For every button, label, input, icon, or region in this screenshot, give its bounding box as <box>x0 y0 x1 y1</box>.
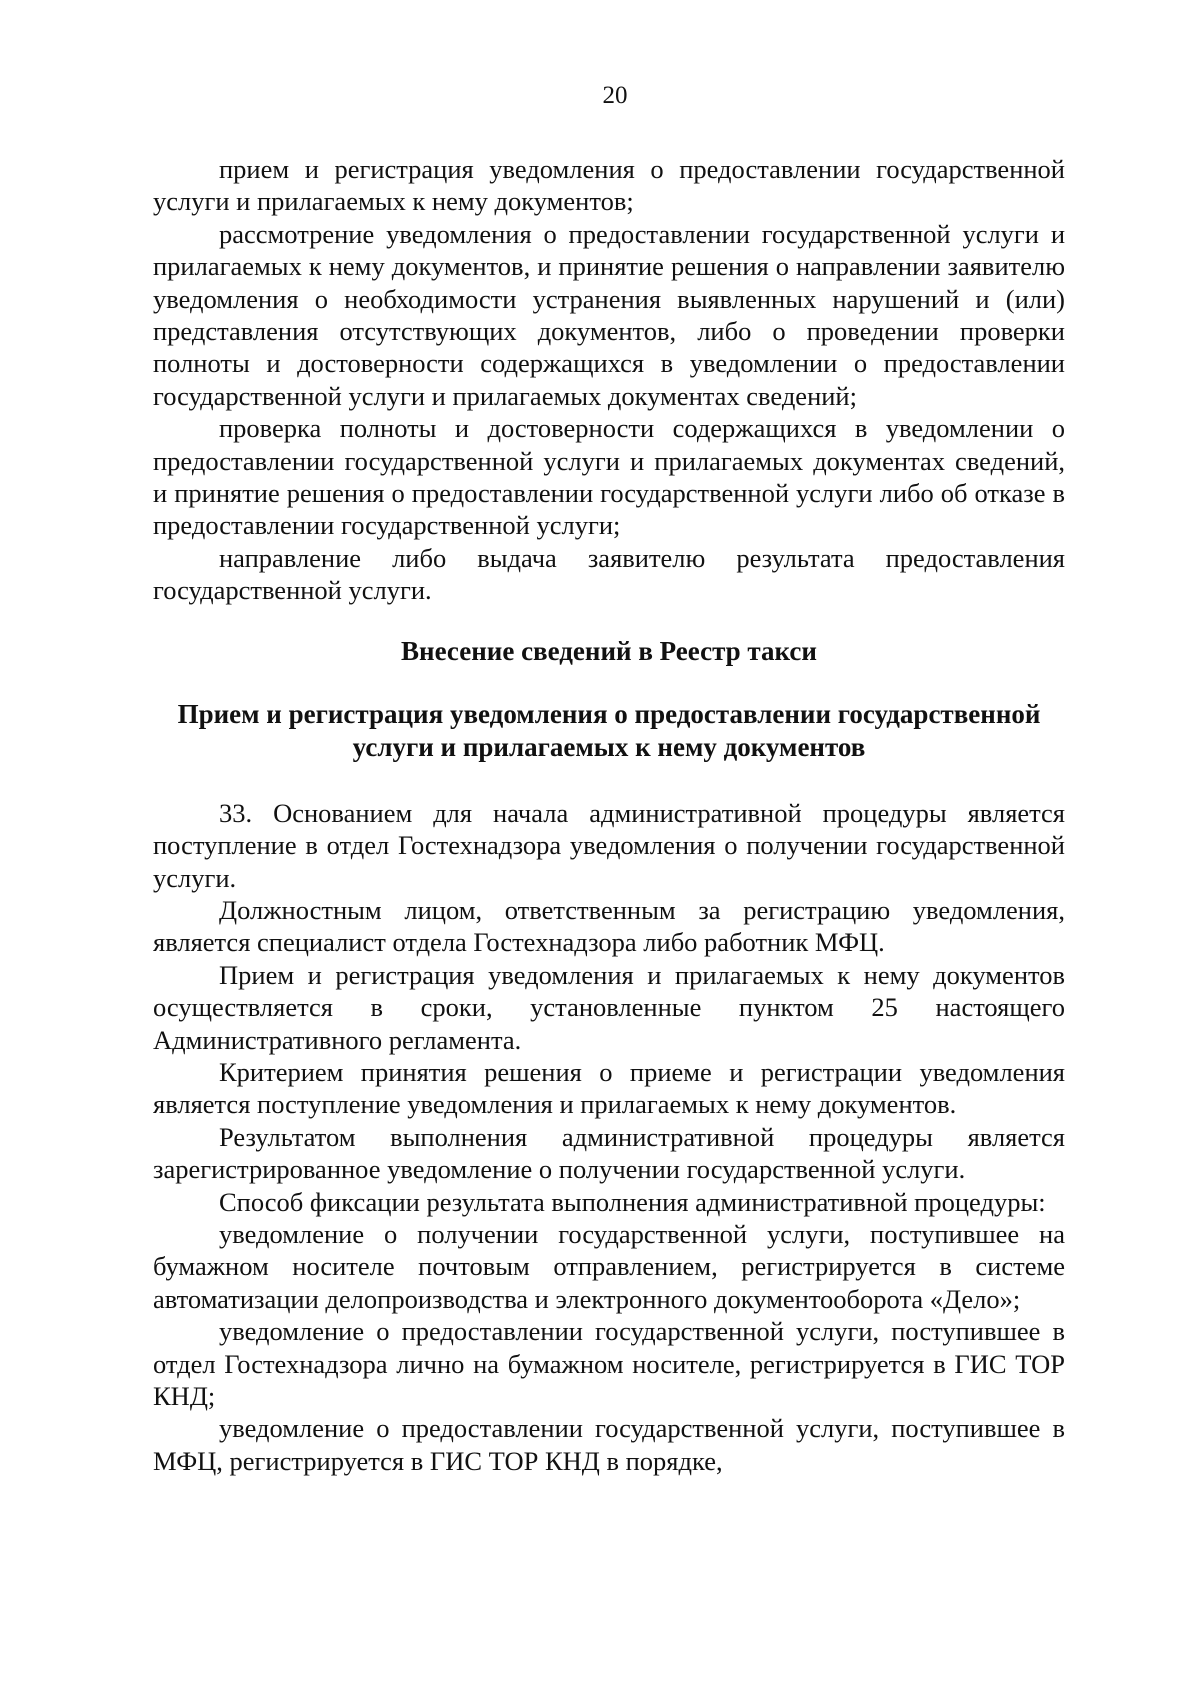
paragraph: Критерием принятия решения о приеме и регистрации уведомления является поступление уведомления и прилагаемых к нему документов. <box>153 1056 1065 1120</box>
document-body <box>153 153 1065 1477</box>
paragraph: уведомление о получении государственной услуги, поступившее на бумажном носителе почтовым отправлением, регистрируется в системе автоматизации делопроизводства и электронного документооборота «Дело»; <box>153 1218 1065 1314</box>
page-number: 20 <box>602 82 628 109</box>
paragraph: уведомление о предоставлении государственной услуги, поступившее в отдел Гостехнадзора лично на бумажном носителе, регистрируется в ГИС ТОР КНД; <box>153 1316 1065 1411</box>
paragraph: направление либо выдача заявителю результата предоставления государственной услуги. <box>153 542 1065 606</box>
paragraph: Прием и регистрация уведомления и прилагаемых к нему документов осуществляется в сроки, установленные пунктом 25 настоящего Административного регламента. <box>153 959 1065 1055</box>
paragraph: рассмотрение уведомления о предоставлении государственной услуги и прилагаемых к нему документов, и принятие решения о направлении заявителю уведомления о необходимости устранения выявленных нарушений и (или) представления отсутствующих документов, либо о проведении проверки полноты и достоверности содержащихся в уведомлении о предоставлении государственной услуги и прилагаемых документах сведений; <box>153 218 1065 411</box>
paragraph: Способ фиксации результата выполнения административной процедуры: <box>219 1186 1046 1217</box>
subsection-heading: Прием и регистрация уведомления о предоставлении государственной услуги и прилагаемых к нему документов <box>177 698 1041 762</box>
paragraph: проверка полноты и достоверности содержащихся в уведомлении о предоставлении государственной услуги и прилагаемых документах сведений, и принятие решения о предоставлении государственной услуги либо об отказе в предоставлении государственной услуги; <box>153 413 1065 541</box>
section-heading: Внесение сведений в Реестр такси <box>401 635 817 666</box>
paragraph: уведомление о предоставлении государственной услуги, поступившее в МФЦ, регистрируется в ГИС ТОР КНД в порядке, <box>153 1413 1065 1476</box>
paragraph: Результатом выполнения административной процедуры является зарегистрированное уведомление о получении государственной услуги. <box>153 1121 1065 1185</box>
paragraph: прием и регистрация уведомления о предоставлении государственной услуги и прилагаемых к нему документов; <box>153 154 1065 217</box>
paragraph: Должностным лицом, ответственным за регистрацию уведомления, является специалист отдела Гостехнадзора либо работник МФЦ. <box>153 894 1065 958</box>
paragraph: 33. Основанием для начала административной процедуры является поступление в отдел Гостехнадзора уведомления о получении государственной услуги. <box>153 797 1065 893</box>
